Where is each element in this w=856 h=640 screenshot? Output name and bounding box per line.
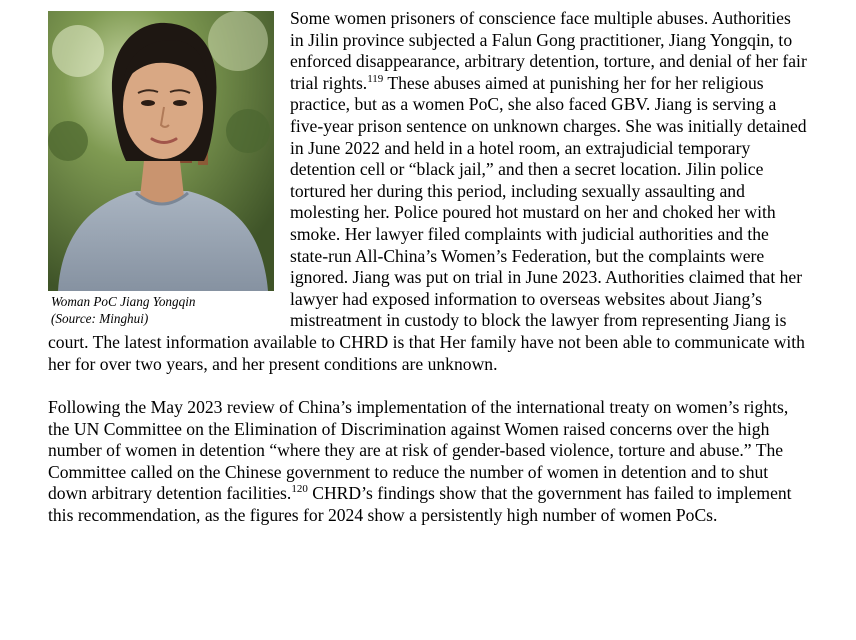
photo-caption: [51, 294, 278, 327]
document-page: [48, 8, 808, 527]
photo-caption-source: (Source: Minghui): [51, 310, 149, 326]
portrait-illustration: [48, 11, 274, 291]
paragraph-2-lead: Following the May 2023 review of China’s implementation of the international treaty on women’s rights, the UN Committee on the Elimination of Discrimination against Women raised concerns over the high number of women in detention “where they are at risk of gender-based violence, torture and abuse.” The Committee called on the Chinese government to reduce the number of women in detention and to shut down arbitrary detention facilities.: [48, 397, 789, 504]
portrait-photo: [48, 11, 274, 291]
footnote-ref-119[interactable]: 119: [367, 72, 384, 85]
paragraph-1-lead: Some women prisoners of conscience face multiple abuses. Authorities in Jilin province subjected a Falun Gong practitioner, Jiang Yongqin, to enforced disappearance, arbitrary detention, torture, and denial of her fair trial rights.: [290, 8, 807, 93]
neck: [140, 161, 184, 205]
paragraph-cedaw-review: [48, 397, 808, 527]
paragraph-1-body: These abuses aimed at punishing her for her religious practice, but as a women PoC, she also faced GBV. Jiang is serving a five-year prison sentence on unknown charges. She was initially detained in June 2022 and held in a hotel room, an extrajudicial temporary detention cell or “black jail,” and then a secret location. Jilin police tortured her during this period, including sexually assaulting and molesting her. Police poured hot mustard on her and choked her with smoke. Her lawyer filed complaints with judicial authorities and the state-run All-China’s Women’s Federation, but the complaints were ignored. Jiang was put on trial in June 2023. Authorities claimed that her lawyer had exposed information to overseas websites about Jiang’s mistreatment in custody to block the lawyer from representing Jiang is court. The latest information available to CHRD is that Her family have not been able to communicate with her for over two years, and her present conditions are unknown.: [48, 72, 807, 374]
photo-caption-title: Woman PoC Jiang Yongqin: [51, 294, 196, 309]
photo-figure: [48, 11, 278, 327]
paragraph-2-tail: CHRD’s findings show that the government has failed to implement this recommendation, as the figures for 2024 show a persistently high number of women PoCs.: [48, 483, 792, 526]
footnote-ref-120[interactable]: 120: [291, 483, 308, 496]
